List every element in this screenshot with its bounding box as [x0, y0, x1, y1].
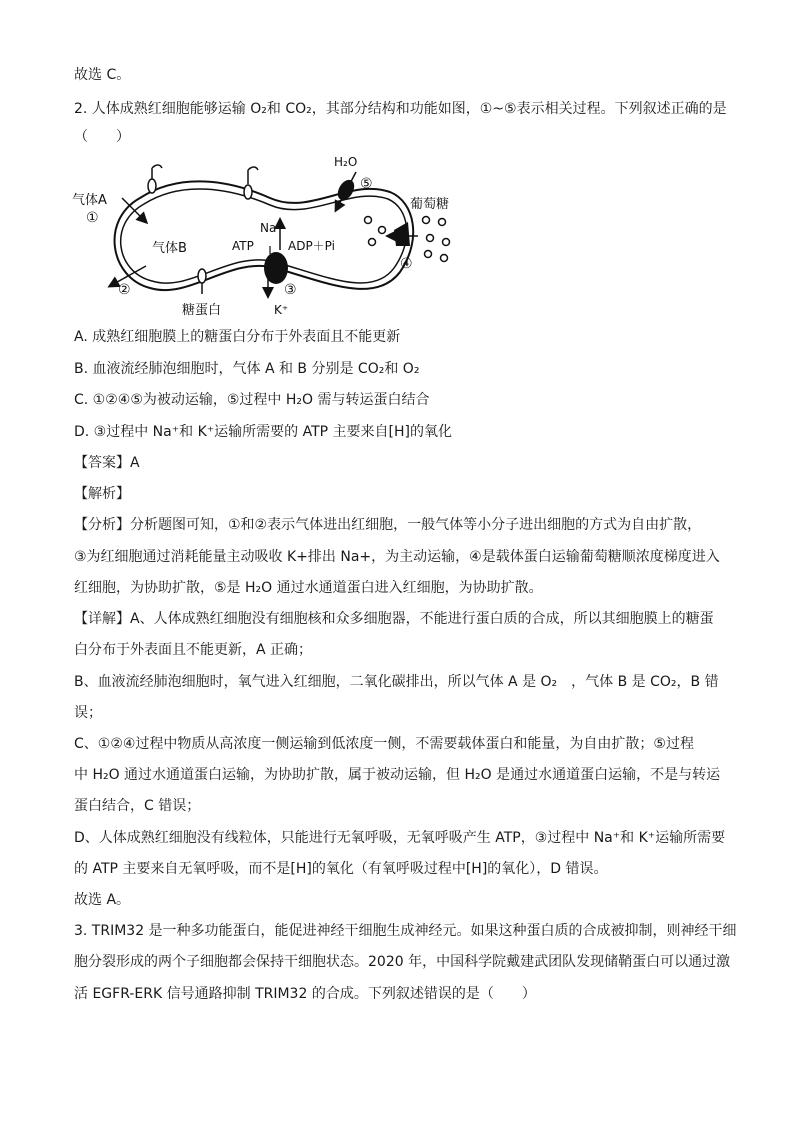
previous-answer-tail: 故选 C。 [74, 67, 131, 83]
process-5-label: ⑤ [360, 176, 373, 192]
option-b: B. 血液流经肺泡细胞时，气体 A 和 B 分别是 CO₂和 O₂ [74, 361, 420, 377]
analysis-line: ③为红细胞通过消耗能量主动吸收 K+排出 Na+，为主动运输，④是载体蛋白运输葡萄糖顺浓度梯度进入 [74, 549, 720, 565]
process-4-label: ④ [400, 256, 413, 272]
analysis-line: 中 H₂O 通过水通道蛋白运输，为协助扩散，属于被动运输，但 H₂O 是通过水通道蛋白运输，不是与转运 [74, 767, 721, 783]
option-c: C. ①②④⑤为被动运输，⑤过程中 H₂O 需与转运蛋白结合 [74, 392, 430, 408]
glycoprotein-top-middle [244, 167, 258, 199]
atp-label: ATP [232, 239, 254, 253]
analysis-line: D、人体成熟红细胞没有线粒体，只能进行无氧呼吸，无氧呼吸产生 ATP，③过程中 Na⁺和 K⁺运输所需要 [74, 830, 726, 846]
option-a: A. 成熟红细胞膜上的糖蛋白分布于外表面且不能更新 [74, 329, 401, 345]
water-label: H₂O [334, 155, 358, 169]
analysis-line: 【分析】分析题图可知，①和②表示气体进出红细胞，一般气体等小分子进出细胞的方式为自由扩散， [74, 517, 702, 533]
potassium-label: K⁺ [274, 303, 289, 317]
analysis-line: 【详解】A、人体成熟红细胞没有细胞核和众多细胞器，不能进行蛋白质的合成，所以其细胞膜上的糖蛋 [74, 611, 714, 627]
analysis-line: B、血液流经肺泡细胞时，氧气进入红细胞，二氧化碳排出，所以气体 A 是 O₂ ，气体 B 是 CO₂，B 错 [74, 674, 719, 690]
red-blood-cell-diagram [70, 150, 470, 318]
glucose-label: 葡萄糖 [410, 197, 450, 212]
gas-b-label: 气体B [152, 241, 187, 256]
question-3-line-1: 3. TRIM32 是一种多功能蛋白，能促进神经干细胞生成神经元。如果这种蛋白质的合成被抑制，则神经干细 [74, 923, 737, 939]
process-2-label: ② [118, 282, 131, 298]
adp-pi-label: ADP＋Pi [288, 239, 335, 253]
analysis-title: 【解析】 [74, 486, 130, 502]
answer-line: 【答案】A [74, 455, 140, 471]
question-3-line-3: 活 EGFR-ERK 信号通路抑制 TRIM32 的合成。下列叙述错误的是（ ） [74, 986, 536, 1002]
analysis-line: 红细胞，为协助扩散，⑤是 H₂O 通过水通道蛋白进入红细胞，为协助扩散。 [74, 580, 543, 596]
glycoprotein-bottom [198, 269, 206, 294]
question-2-stem-line-2: （ ） [74, 129, 130, 145]
analysis-line: C、①②④过程中物质从高浓度一侧运输到低浓度一侧，不需要载体蛋白和能量，为自由扩散；⑤过程 [74, 736, 694, 752]
cell-membrane-outer [115, 181, 414, 290]
analysis-line: 蛋白结合，C 错误； [74, 798, 201, 814]
analysis-line: 故选 A。 [74, 892, 131, 908]
question-2-stem-line-1: 2. 人体成熟红细胞能够运输 O₂和 CO₂，其部分结构和功能如图，①~⑤表示相关过程。下列叙述正确的是 [74, 101, 727, 117]
process-1-label: ① [86, 210, 99, 226]
process-3-label: ③ [284, 282, 297, 298]
option-d: D. ③过程中 Na⁺和 K⁺运输所需要的 ATP 主要来自[H]的氧化 [74, 424, 452, 440]
sodium-label: Na⁺ [260, 221, 283, 235]
analysis-line: 白分布于外表面且不能更新，A 正确； [74, 642, 313, 658]
glycoprotein-label: 糖蛋白 [182, 303, 222, 318]
gas-a-label: 气体A [72, 193, 107, 208]
analysis-line: 误； [74, 705, 102, 721]
question-3-line-2: 胞分裂形成的两个子细胞都会保持干细胞状态。2020 年，中国科学院戴建武团队发现储鞘蛋白可以通过激 [74, 954, 731, 970]
analysis-line: 的 ATP 主要来自无氧呼吸，而不是[H]的氧化（有氧呼吸过程中[H]的氧化），D 错误。 [74, 861, 608, 877]
cell-membrane-inner [121, 189, 407, 283]
